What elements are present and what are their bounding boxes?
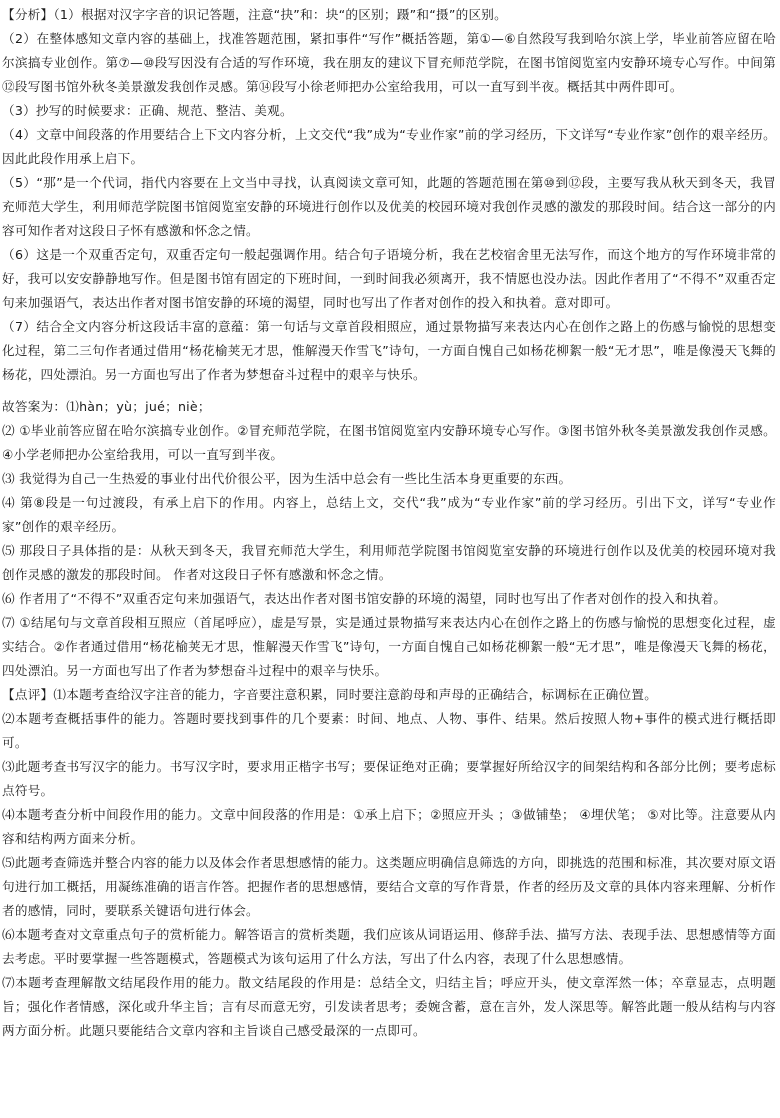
comment-paragraph: ⑺本题考查理解散文结尾段作用的能力。散文结尾段的作用是：总结全文，归结主旨；呼应开头，使文章浑然一体；卒章显志，点明题旨；强化作者情感，深化或升华主旨；言有尽而意无穷，引发读者思考；委婉含蓄，意在言外，发人深思等。解答此题一般从结构与内容两方面分析。此题只要能结合文章内容和主旨谈自己感受最深的一点即可。 bbox=[2, 975, 776, 1038]
comment-section bbox=[2, 683, 776, 1043]
comment-paragraph: 【点评】⑴本题考查给汉字注音的能力，字音要注意积累，同时要注意韵母和声母的正确结合，标调标在正确位置。 bbox=[2, 687, 658, 702]
comment-paragraph: ⑹本题考查对文章重点句子的赏析能力。解答语言的赏析类题，我们应该从词语运用、修辞手法、描写方法、表现手法、思想感情等方面去考虑。平时要掌握一些答题模式，答题模式为该句运用了什么方法，写出了什么内容，表现了什么思想感情。 bbox=[2, 927, 776, 966]
analysis-paragraph: （3）抄写的时候要求：正确、规范、整洁、美观。 bbox=[2, 103, 293, 118]
answer-paragraph: ⑵ ①毕业前答应留在哈尔滨搞专业创作。②冒充师范学院，在图书馆阅览室内安静环境专心写作。③图书馆外秋冬美景激发我创作灵感。④小学老师把办公室给我用，可以一直写到半夜。 bbox=[2, 423, 776, 462]
analysis-section bbox=[2, 3, 776, 387]
analysis-paragraph: （6）这是一个双重否定句，双重否定句一般起强调作用。结合句子语境分析，我在艺校宿舍里无法写作，而这个地方的写作环境非常的好，我可以安安静静地写作。但是图书馆有固定的下班时间，一到时间我必须离开，我不情愿也没办法。因此作者用了“不得不”双重否定句来加强语气，表达出作者对图书馆安静的环境的渴望，同时也写出了作者对创作的投入和执着。意对即可。 bbox=[2, 247, 776, 310]
analysis-paragraph: （4）文章中间段落的作用要结合上下文内容分析，上文交代“我”成为“专业作家”前的学习经历，下文详写“专业作家”创作的艰辛经历。因此此段作用承上启下。 bbox=[2, 127, 776, 166]
answer-paragraph: ⑹ 作者用了“不得不”双重否定句来加强语气，表达出作者对图书馆安静的环境的渴望，同时也写出了作者对创作的投入和执着。 bbox=[2, 591, 727, 606]
section-gap bbox=[2, 387, 776, 395]
analysis-paragraph: （7）结合全文内容分析这段话丰富的意蕴：第一句话与文章首段相照应，通过景物描写来表达内心在创作之路上的伤感与愉悦的思想变化过程，第二三句作者通过借用“杨花榆荚无才思，惟解漫天作雪飞”诗句，一方面自愧自己如杨花柳絮一般“无才思”，唯是像漫天飞舞的杨花，四处漂泊。另一方面也写出了作者为梦想奋斗过程中的艰辛与快乐。 bbox=[2, 319, 776, 382]
answer-paragraph: ⑶ 我觉得为自己一生热爱的事业付出代价很公平，因为生活中总会有一些比生活本身更重要的东西。 bbox=[2, 471, 572, 486]
comment-paragraph: ⑶此题考查书写汉字的能力。书写汉字时，要求用正楷字书写；要保证绝对正确；要掌握好所给汉字的间架结构和各部分比例；要考虑标点符号。 bbox=[2, 759, 776, 798]
comment-paragraph: ⑸此题考查筛选并整合内容的能力以及体会作者思想感情的能力。这类题应明确信息筛选的方向，即挑选的范围和标准，其次要对原文语句进行加工概括，用凝练准确的语言作答。把握作者的思想感情，要结合文章的写作背景，作者的经历及文章的具体内容来理解、分析作者的感情，同时，要联系关键语句进行体会。 bbox=[2, 855, 776, 918]
analysis-paragraph: （5）“那”是一个代词，指代内容要在上文当中寻找，认真阅读文章可知，此题的答题范围在第⑩到⑫段，主要写我从秋天到冬天，我冒充师范大学生，利用师范学院图书馆阅览室安静的环境进行创作以及优美的校园环境对我创作灵感的激发的那段时间。结合这一部分的内容可知作者对这段日子怀有感激和怀念之情。 bbox=[2, 175, 776, 238]
analysis-paragraph: 【分析】（1）根据对汉字字音的识记答题，注意“抉”和：块“的区别；蹑”和“摄”的区别。 bbox=[2, 7, 507, 22]
answer-paragraph: ⑺ ①结尾句与文章首段相互照应（首尾呼应），虚是写景，实是通过景物描写来表达内心在创作之路上的伤感与愉悦的思想变化过程，虚实结合。②作者通过借用“杨花榆荚无才思，惟解漫天作雪飞”诗句，一方面自愧自己如杨花柳絮一般“无才思”，唯是像漫天飞舞的杨花，四处漂泊。另一方面也写出了作者为梦想奋斗过程中的艰辛与快乐。 bbox=[2, 615, 776, 678]
answer-paragraph: 故答案为：⑴hàn；yù；jué；niè； bbox=[2, 399, 211, 414]
answer-section bbox=[2, 395, 776, 683]
comment-paragraph: ⑵本题考查概括事件的能力。答题时要找到事件的几个要素：时间、地点、人物、事件、结果。然后按照人物+事件的模式进行概括即可。 bbox=[2, 711, 776, 750]
analysis-paragraph: （2）在整体感知文章内容的基础上，找准答题范围，紧扣事件“写作”概括答题，第①—⑥自然段写我到哈尔滨上学，毕业前答应留在哈尔滨搞专业创作。第⑦—⑩段写因没有合适的写作环境，我在朋友的建议下冒充师范学院，在图书馆阅览室内安静环境专心写作。中间第⑫段写图书馆外秋冬美景激发我创作灵感。第⑭段写小徐老师把办公室给我用，可以一直写到半夜。概括其中两件即可。 bbox=[2, 31, 776, 94]
comment-paragraph: ⑷本题考查分析中间段作用的能力。文章中间段落的作用是：①承上启下；②照应开头 ；③做铺垫； ④埋伏笔； ⑤对比等。注意要从内容和结构两方面来分析。 bbox=[2, 807, 776, 846]
answer-paragraph: ⑸ 那段日子具体指的是：从秋天到冬天，我冒充师范大学生，利用师范学院图书馆阅览室安静的环境进行创作以及优美的校园环境对我创作灵感的激发的那段时间。 作者对这段日子怀有感激和怀念之情。 bbox=[2, 543, 776, 582]
answer-paragraph: ⑷ 第⑧段是一句过渡段，有承上启下的作用。内容上，总结上文，交代“我”成为“专业作家”前的学习经历。引出下文，详写“专业作家”创作的艰辛经历。 bbox=[2, 495, 776, 534]
